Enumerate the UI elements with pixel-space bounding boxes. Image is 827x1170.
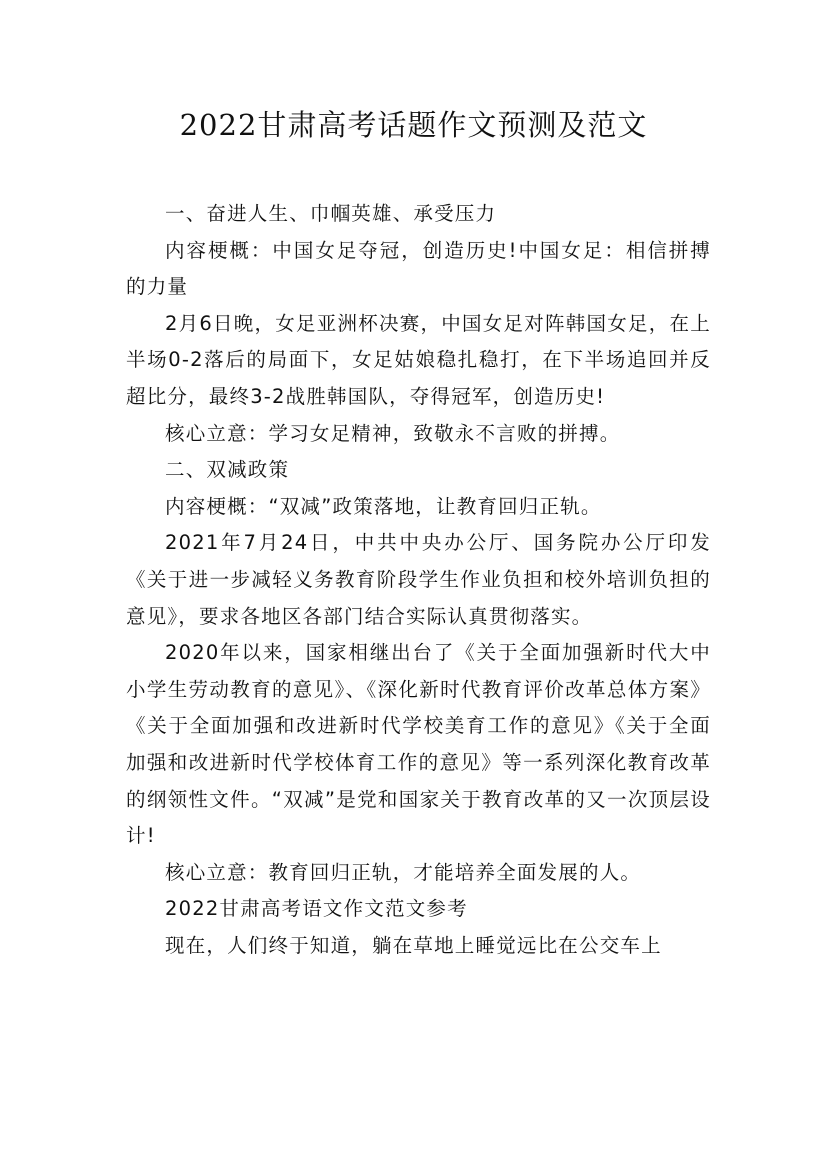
paragraph-reform-documents: 2020年以来，国家相继出台了《关于全面加强新时代大中小学生劳动教育的意见》、《深化新时代教育评价改革总体方案》《关于全面加强和改进新时代学校美育工作的意见》《关于全面加强和改进新时代学校体育工作的意见》等一系列深化教育改革的纲领性文件。“双减”是党和国家关于教育改革的又一次顶层设计! (126, 641, 711, 848)
core-idea-2: 核心立意：教育回归正轨，才能培养全面发展的人。 (165, 860, 642, 884)
paragraph-womens-football: 2月6日晚，女足亚洲杯决赛，中国女足对阵韩国女足，在上半场0-2落后的局面下，女足姑娘稳扎稳打，在下半场追回并反超比分，最终3-2战胜韩国队，夺得冠军，创造历史! (126, 311, 711, 408)
document-body (126, 196, 711, 964)
essay-sample-heading: 2022甘肃高考语文作文范文参考 (165, 897, 468, 921)
document-title: 2022甘肃高考话题作文预测及范文 (179, 108, 648, 142)
content-summary-1: 内容梗概：中国女足夺冠，创造历史!中国女足：相信拼搏的力量 (126, 238, 711, 299)
core-idea-1: 核心立意：学习女足精神，致敬永不言败的拼搏。 (165, 421, 621, 445)
essay-opening-line: 现在，人们终于知道，躺在草地上睡觉远比在公交车上 (165, 933, 662, 957)
section-heading-1: 一、奋进人生、巾帼英雄、承受压力 (165, 202, 497, 225)
section-heading-2: 二、双减政策 (165, 458, 290, 482)
content-summary-2: 内容梗概：“双减”政策落地，让教育回归正轨。 (165, 494, 602, 518)
paragraph-policy-issued: 2021年7月24日，中共中央办公厅、国务院办公厅印发《关于进一步减轻义务教育阶段学生作业负担和校外培训负担的意见》，要求各地区各部门结合实际认真贯彻落实。 (126, 531, 711, 628)
